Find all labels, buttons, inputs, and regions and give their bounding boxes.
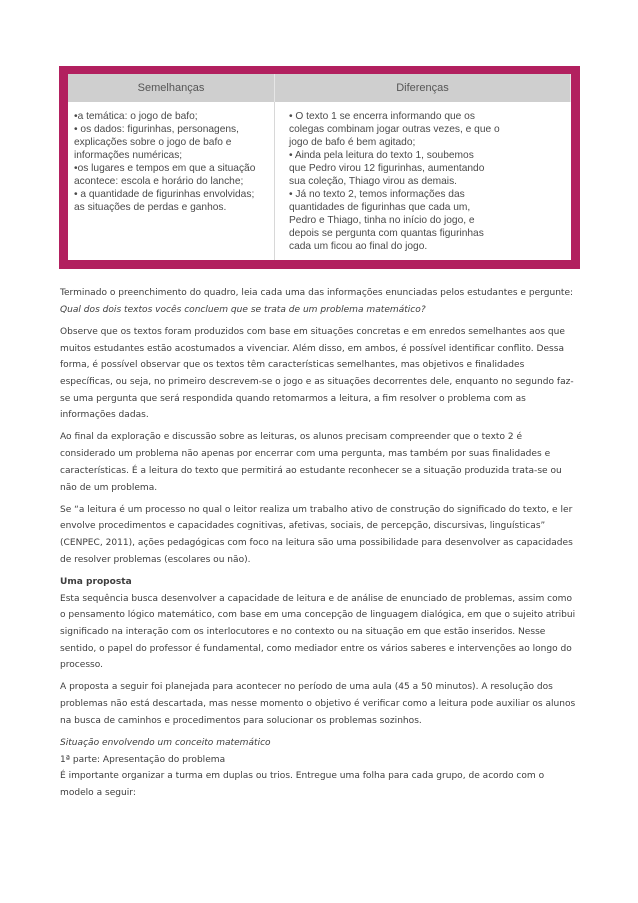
paragraph-question [60, 285, 580, 318]
header-diferencas: Diferenças [275, 74, 571, 102]
paragraph-organize: É importante organizar a turma em duplas ou trios. Entregue uma folha para cada grupo, de acordo com o modelo a seguir: [60, 771, 545, 799]
paragraph-question-text: Terminado o preenchimento do quadro, leia cada uma das informações enunciadas pelos estudantes e pergunte: [60, 288, 574, 298]
diferenca-line: quantidades de figurinhas que cada um, [289, 202, 471, 213]
semelhanca-line: •a temática: o jogo de bafo; [74, 111, 198, 122]
section-proposta [60, 574, 580, 674]
diferenca-line: Pedro e Thiago, tinha no início do jogo, e [289, 215, 475, 226]
diferenca-line: • Já no texto 2, temos informações das [289, 189, 465, 200]
diferenca-line: que Pedro virou 12 figurinhas, aumentando [289, 163, 485, 174]
situation-subheading: Situação envolvendo um conceito matemático [60, 737, 271, 748]
part-label: 1ª parte: Apresentação do problema [60, 754, 226, 765]
diferenca-line: sua coleção, Thiago virou as demais. [289, 176, 457, 187]
comparison-table [68, 74, 571, 260]
semelhanca-line: as situações de perdas e ganhos. [74, 202, 227, 213]
semelhanca-line: •os lugares e tempos em que a situação [74, 163, 256, 174]
diferencas-cell [275, 102, 571, 260]
semelhanca-line: • a quantidade de figurinhas envolvidas; [74, 189, 255, 200]
paragraph-lesson-plan: A proposta a seguir foi planejada para acontecer no período de uma aula (45 a 50 minutos). A resolução dos problemas não está descartada, mas nesse momento o objetivo é verificar como a leitura pode auxiliar os alunos na busca de caminhos e procedimentos para solucionar os problemas sozinhos. [60, 682, 576, 726]
semelhanca-line: informações numéricas; [74, 150, 183, 161]
paragraph-reading-process: Se “a leitura é um processo no qual o leitor realiza um trabalho ativo de construção do significado do texto, e ler envolve procedimentos e capacidades cognitivas, afetivas, sociais, de percepção, discursivas, linguísticas” (CENPEC, 2011), ações pedagógicas com foco na leitura são uma possibilidade para desenvolver as capacidades de resolver problemas (escolares ou não). [60, 504, 573, 565]
diferenca-line: colegas combinam jogar outras vezes, e que o [289, 124, 500, 135]
diferenca-line: cada um ficou ao final do jogo. [289, 241, 428, 252]
semelhancas-cell [68, 102, 275, 260]
diferenca-line: • O texto 1 se encerra informando que os [289, 111, 475, 122]
document-body [60, 285, 580, 807]
diferenca-line: • Ainda pela leitura do texto 1, soubemos [289, 150, 474, 161]
section-heading: Uma proposta [60, 576, 132, 587]
paragraph-sequence: Esta sequência busca desenvolver a capacidade de leitura e de análise de enunciado de problemas, assim como o pensamento lógico matemático, com base em uma concepção de linguagem dialógica, em que o sujeito atribui significado na interação com os interlocutores e no contexto ou na situação em que estão inseridos. Nesse sentido, o papel do professor é fundamental, como mediador entre os vários saberes e intervenções ao longo do processo. [60, 593, 576, 671]
section-situation [60, 735, 580, 802]
paragraph-question-italic: Qual dos dois textos vocês concluem que se trata de um problema matemático? [60, 304, 426, 315]
diferenca-line: depois se pergunta com quantas figurinhas [289, 228, 484, 239]
semelhanca-line: explicações sobre o jogo de bafo e [74, 137, 232, 148]
semelhanca-line: acontece: escola e horário do lanche; [74, 176, 244, 187]
paragraph-observe: Observe que os textos foram produzidos com base em situações concretas e em enredos semelhantes aos que muitos estudantes estão acostumados a vivenciar. Além disso, em ambos, é possível identificar conflito. Dessa forma, é possível observar que os textos têm características semelhantes, mas objetivos e finalidades específicas, ou seja, no primeiro descrevem-se o jogo e as situações decorrentes dele, enquanto no segundo faz-se uma pergunta que será respondida quando retomarmos a leitura, a fim resolver o problema com as informações dadas. [60, 326, 574, 421]
semelhanca-line: • os dados: figurinhas, personagens, [74, 124, 239, 135]
header-semelhancas: Semelhanças [68, 74, 275, 102]
diferenca-line: jogo de bafo é bem agitado; [289, 137, 416, 148]
paragraph-final-exploration: Ao final da exploração e discussão sobre as leituras, os alunos precisam compreender que o texto 2 é considerado um problema não apenas por encerrar com uma pergunta, mas também por suas finalidades e características. É a leitura do texto que permitirá ao estudante reconhecer se a situação produzida trata-se ou não de um problema. [60, 432, 562, 493]
comparison-table-frame [59, 66, 580, 269]
